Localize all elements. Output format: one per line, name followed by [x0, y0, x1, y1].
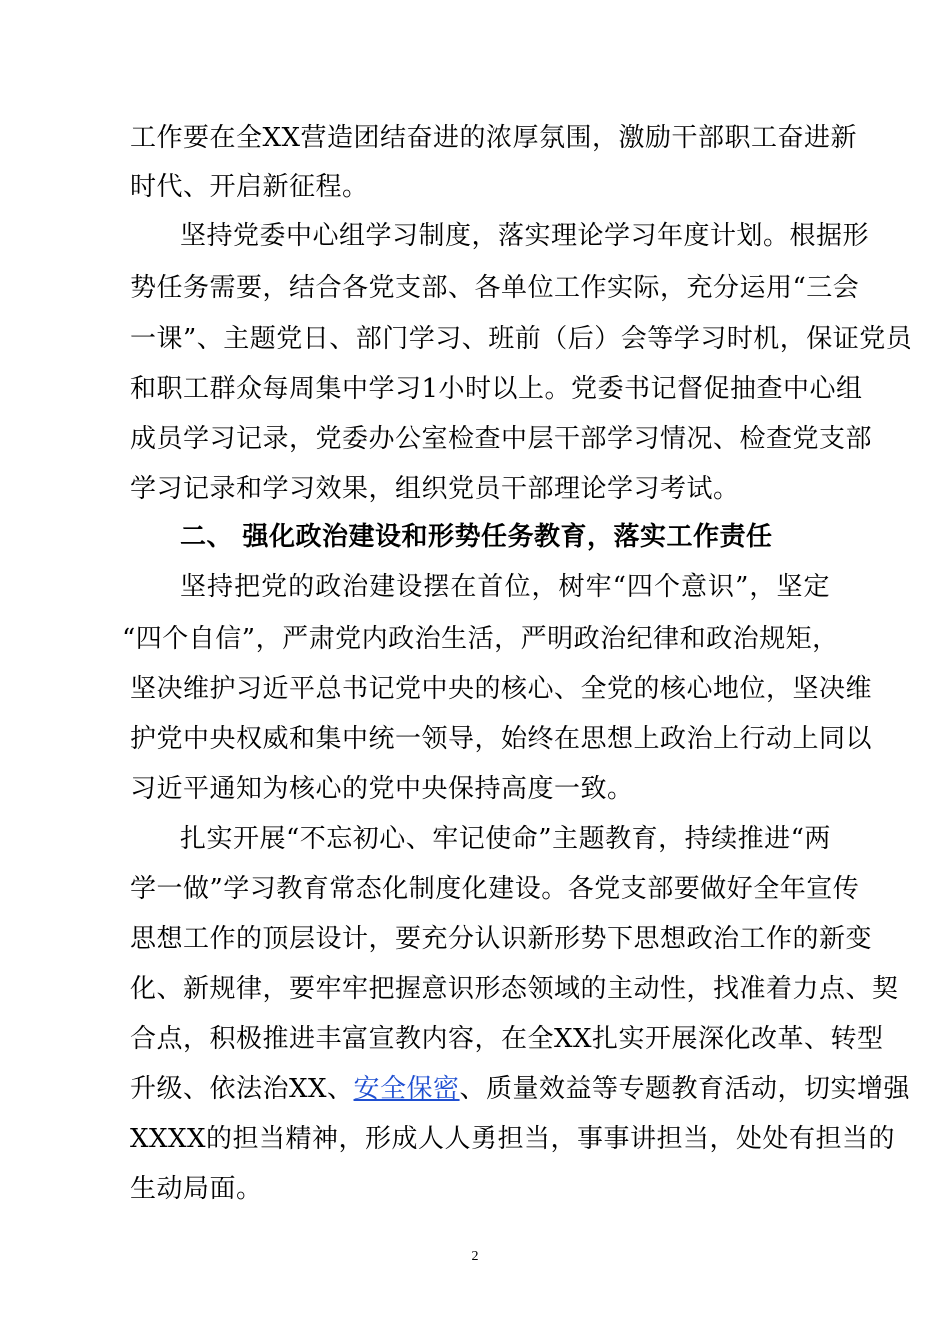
- paragraph-line: 思想工作的顶层设计，要充分认识新形势下思想政治工作的新变: [130, 924, 873, 954]
- paragraph-line: 势任务需要，结合各党支部、各单位工作实际，充分运用“三会: [130, 273, 860, 303]
- paragraph-line: 生动局面。: [130, 1174, 263, 1204]
- paragraph-line: 合点，积极推进丰富宣教内容，在全XX扎实开展深化改革、转型: [130, 1024, 884, 1054]
- paragraph-line: 时代、开启新征程。: [130, 172, 369, 202]
- paragraph-line: 学习记录和学习效果，组织党员干部理论学习考试。: [130, 474, 740, 504]
- paragraph-line: 一课”、主题党日、部门学习、班前（后）会等学习时机，保证党员: [130, 324, 913, 354]
- line-text-before-link: 升级、依法治XX、: [130, 1074, 354, 1104]
- line-text-after-link: 、质量效益等专题教育活动，切实增强: [459, 1074, 911, 1104]
- paragraph-line: 坚持党委中心组学习制度，落实理论学习年度计划。根据形: [180, 221, 870, 251]
- paragraph-line: 化、新规律，要牢牢把握意识形态领域的主动性，找准着力点、契: [130, 974, 899, 1004]
- paragraph-line: 成员学习记录，党委办公室检查中层干部学习情况、检查党支部: [130, 424, 873, 454]
- paragraph-line-with-link: [130, 1072, 911, 1106]
- paragraph-line: 坚决维护习近平总书记党中央的核心、全党的核心地位，坚决维: [130, 674, 873, 704]
- paragraph-line: “四个自信”，严肃党内政治生活，严明政治纪律和政治规矩，: [122, 624, 839, 654]
- paragraph-line: 护党中央权威和集中统一领导，始终在思想上政治上行动上同以: [130, 724, 873, 754]
- page-number: 2: [471, 1249, 479, 1264]
- paragraph-line: 和职工群众每周集中学习1小时以上。党委书记督促抽查中心组: [130, 374, 863, 404]
- paragraph-line: 工作要在全XX营造团结奋进的浓厚氛围，激励干部职工奋进新: [130, 123, 858, 153]
- safety-secrecy-link[interactable]: 安全保密: [353, 1074, 460, 1104]
- paragraph-line: 习近平通知为核心的党中央保持高度一致。: [130, 774, 634, 804]
- paragraph-line: XXXX的担当精神，形成人人勇担当，事事讲担当，处处有担当的: [130, 1124, 896, 1154]
- paragraph-line: 学一做”学习教育常态化制度化建设。各党支部要做好全年宣传: [130, 874, 860, 904]
- paragraph-line: 坚持把党的政治建设摆在首位，树牢“四个意识”，坚定: [180, 572, 830, 602]
- paragraph-line: 扎实开展“不忘初心、牢记使命”主题教育，持续推进“两: [180, 824, 831, 854]
- section-heading: 二、 强化政治建设和形势任务教育，落实工作责任: [180, 522, 773, 552]
